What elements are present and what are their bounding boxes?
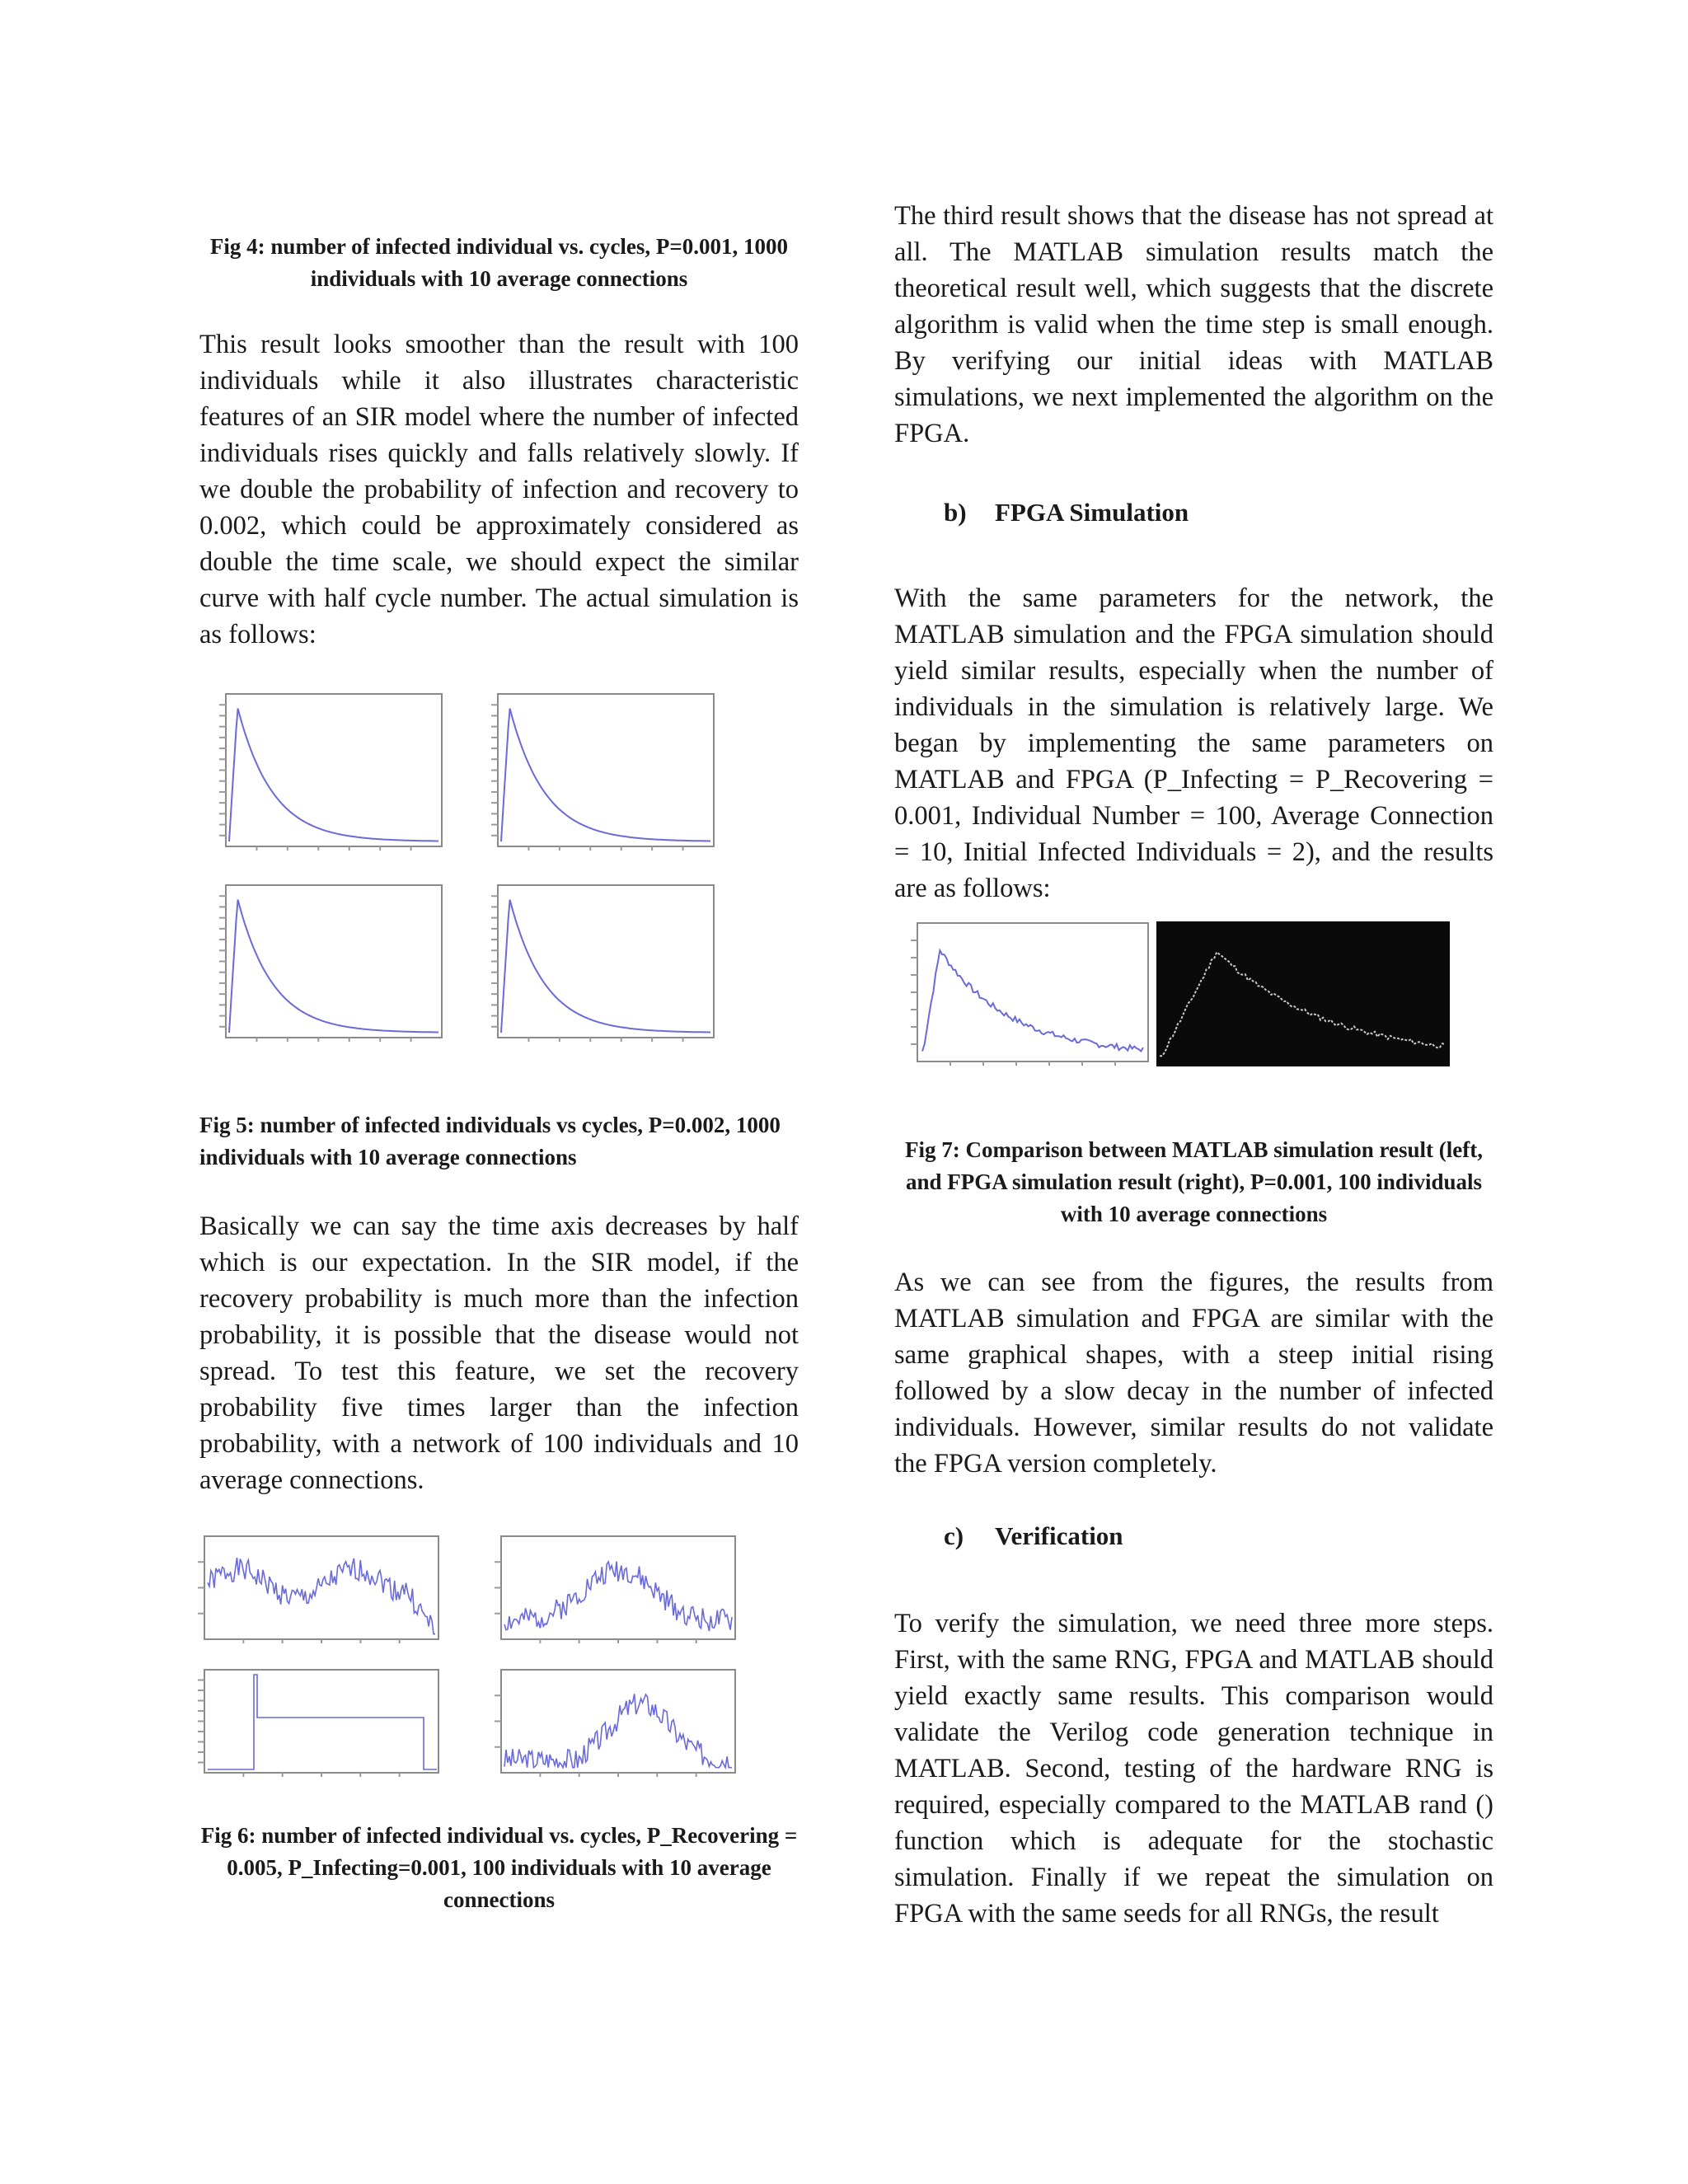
fig6-plot-2 bbox=[495, 1536, 735, 1643]
fig5-plot-4 bbox=[491, 885, 714, 1042]
fig5-plot-1 bbox=[219, 694, 442, 851]
fig7-fpga-plot bbox=[1156, 921, 1450, 1066]
fig6-caption: Fig 6: number of infected individual vs. cycles, P_Recovering = 0.005, P_Infecting=0.001, 100 individuals with 10 average connections bbox=[200, 1823, 798, 1912]
fig6-svg bbox=[190, 1531, 750, 1779]
right-paragraph-3: As we can see from the figures, the results from MATLAB simulation and FPGA are similar with the same graphical shapes, with a steep initial rising followed by a slow decay in the number of infected individuals. However, similar results do not validate the FPGA version completely. bbox=[894, 1268, 1493, 1479]
fig4-caption: Fig 4: number of infected individual vs. cycles, P=0.001, 1000 individuals with 10 average connections bbox=[209, 234, 789, 291]
left-paragraph-1: This result looks smoother than the result with 100 individuals while it also illustrates characteristic features of an SIR model where the number of infected individuals rises quickly and falls relatively slowly. If we double the probability of infection and recovery to 0.002, which could be approximately considered as double the time scale, we should expect the similar curve with half cycle number. The actual simulation is as follows: bbox=[199, 330, 799, 649]
fig7-matlab-plot bbox=[911, 923, 1148, 1066]
fig6-plot-4 bbox=[495, 1670, 735, 1777]
heading-b-title: FPGA Simulation bbox=[995, 498, 1189, 527]
fig5-plot-2 bbox=[491, 694, 714, 851]
fig7-caption: Fig 7: Comparison between MATLAB simulation result (left, and FPGA simulation result (right), P=0.001, 100 individuals with 10 average connections bbox=[905, 1137, 1483, 1226]
fig7-plots bbox=[906, 918, 1466, 1075]
right-paragraph-4: To verify the simulation, we need three more steps. First, with the same RNG, FPGA and MATLAB should yield exactly same results. This comparison would validate the Verilog code generation technique in MATLAB. Second, testing of the hardware RNG is required, especially compared to the MATLAB rand () function which is adequate for the stochastic simulation. Finally if we repeat the simulation on FPGA with the same seeds for all RNGs, the result bbox=[894, 1609, 1493, 1929]
fig5-plot-3 bbox=[219, 885, 442, 1042]
heading-c-number: c) bbox=[944, 1521, 964, 1550]
section-heading-fpga-simulation bbox=[944, 498, 1189, 527]
right-paragraph-1: The third result shows that the disease has not spread at all. The MATLAB simulation results match the theoretical result well, which suggests that the discrete algorithm is valid when the time step is small enough. By verifying our initial ideas with MATLAB simulations, we next implemented the algorithm on the FPGA. bbox=[894, 201, 1493, 448]
fig6-plot-1 bbox=[198, 1536, 438, 1643]
fig5-svg bbox=[199, 686, 727, 1048]
heading-b-number: b) bbox=[944, 498, 967, 527]
fig7-svg bbox=[906, 918, 1466, 1075]
fig5-plots bbox=[199, 686, 727, 1048]
left-paragraph-2: Basically we can say the time axis decreases by half which is our expectation. In the SIR model, if the recovery probability is much more than the infection probability, it is possible that the disease would not spread. To test this feature, we set the recovery probability five times larger than the infection probability, with a network of 100 individuals and 10 average connections. bbox=[199, 1212, 799, 1495]
fig6-plots bbox=[190, 1531, 750, 1779]
fig5-caption: Fig 5: number of infected individuals vs cycles, P=0.002, 1000 individuals with 10 average connections bbox=[199, 1113, 781, 1169]
fig6-plot-3 bbox=[198, 1670, 438, 1777]
heading-c-title: Verification bbox=[995, 1521, 1123, 1550]
right-paragraph-2: With the same parameters for the network, the MATLAB simulation and the FPGA simulation should yield similar results, especially when the number of individuals in the simulation is relatively large. We began by implementing the same parameters on MATLAB and FPGA (P_Infecting = P_Recovering = 0.001, Individual Number = 100, Average Connection = 10, Initial Infected Individuals = 2), and the results are as follows: bbox=[894, 583, 1493, 903]
section-heading-verification bbox=[944, 1521, 1123, 1551]
